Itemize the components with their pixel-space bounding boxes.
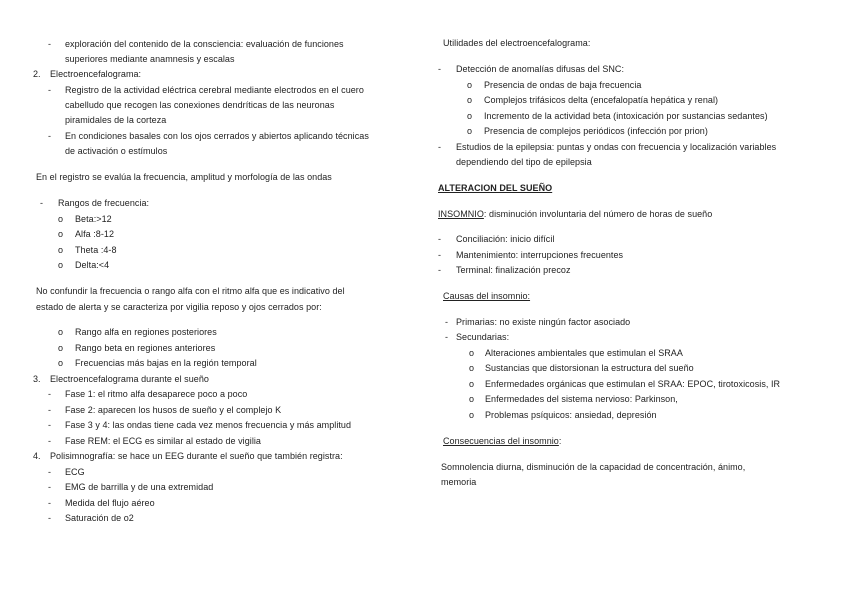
text-line: Medida del flujo aéreo (65, 498, 155, 508)
consequences-title: Consecuencias del insomnio (443, 436, 559, 446)
text-line: exploración del contenido de la consciencia: evaluación de funciones (65, 39, 344, 49)
text-line: Rangos de frecuencia: (58, 198, 150, 208)
text-line: Delta:<4 (75, 260, 110, 270)
text-line: dependiendo del tipo de epilepsia (456, 157, 592, 167)
text-line: Secundarias: (456, 332, 510, 342)
text-line: Registro de la actividad eléctrica cerebral mediante electrodos en el cuero (65, 85, 364, 95)
text-line: Polisimnografía: se hace un EEG durante el sueño que también registra: (50, 451, 343, 461)
text-line: Rango beta en regiones anteriores (75, 343, 216, 353)
text-line: Incremento de la actividad beta (intoxicación por sustancias sedantes) (484, 111, 768, 121)
text-line: Theta :4-8 (75, 245, 117, 255)
text-line: Estudios de la epilepsia: puntas y ondas con frecuencia y localización variables (456, 142, 777, 152)
bullet-circle: o (58, 327, 64, 337)
bullet-dash: - (48, 39, 52, 49)
heading-eeg: Electroencefalograma: (50, 69, 142, 79)
text-line: Utilidades del electroencefalograma: (443, 38, 591, 48)
text-line: Electroencefalograma durante el sueño (50, 374, 209, 384)
text-line: Presencia de complejos periódicos (infección por prion) (484, 126, 708, 136)
list-number: 2. (33, 69, 41, 79)
text-line: Presencia de ondas de baja frecuencia (484, 80, 642, 90)
bullet-dash: - (48, 467, 52, 477)
text-line: Fase 2: aparecen los husos de sueño y el complejo K (65, 405, 282, 415)
text-line: Alfa :8-12 (75, 229, 115, 239)
bullet-circle: o (58, 245, 64, 255)
text-line: Sustancias que distorsionan la estructura del sueño (485, 363, 694, 373)
text-line: Alteraciones ambientales que estimulan el SRAA (485, 348, 683, 358)
text-line: Frecuencias más bajas en la región temporal (75, 358, 257, 368)
bullet-dash: - (438, 64, 442, 74)
text-line: Fase 3 y 4: las ondas tiene cada vez menos frecuencia y más amplitud (65, 420, 352, 430)
text-line: Enfermedades del sistema nervioso: Parkinson, (485, 394, 678, 404)
bullet-dash: - (48, 420, 52, 430)
bullet-circle: o (467, 111, 473, 121)
bullet-circle: o (58, 343, 64, 353)
section-heading-sleep: ALTERACION DEL SUEÑO (438, 183, 553, 193)
bullet-dash: - (438, 234, 442, 244)
bullet-circle: o (469, 410, 475, 420)
bullet-dash: - (445, 332, 449, 342)
bullet-circle: o (469, 379, 475, 389)
text-line: Complejos trifásicos delta (encefalopatía hepática y renal) (484, 95, 719, 105)
text-line: superiores mediante anamnesis y escalas (65, 54, 235, 64)
bullet-circle: o (58, 358, 64, 368)
text-line: Saturación de o2 (65, 513, 134, 523)
subheading-consequences (443, 435, 561, 447)
text-line: Enfermedades orgánicas que estimulan el SRAA: EPOC, tirotoxicosis, IR (485, 379, 781, 389)
text-line: Problemas psíquicos: ansiedad, depresión (485, 410, 657, 420)
bullet-circle: o (469, 363, 475, 373)
bullet-dash: - (445, 317, 449, 327)
list-number: 4. (33, 451, 41, 461)
bullet-circle: o (467, 126, 473, 136)
text-line: EMG de barrilla y de una extremidad (65, 482, 214, 492)
list-number: 3. (33, 374, 41, 384)
bullet-circle: o (469, 394, 475, 404)
text-line: Rango alfa en regiones posteriores (75, 327, 217, 337)
text-line: Conciliación: inicio difícil (456, 234, 555, 244)
bullet-dash: - (48, 436, 52, 446)
bullet-dash: - (48, 85, 52, 95)
bullet-circle: o (467, 80, 473, 90)
text-line: cabelludo que recogen las conexiones dendríticas de las neuronas (65, 100, 335, 110)
text-line: Primarias: no existe ningún factor asociado (456, 317, 631, 327)
insomnio-definition (438, 208, 712, 220)
bullet-dash: - (48, 498, 52, 508)
text-line: Somnolencia diurna, disminución de la capacidad de concentración, ánimo, (441, 462, 746, 472)
text-line: estado de alerta y se caracteriza por vigilia reposo y ojos cerrados por: (36, 302, 322, 312)
text-line: ECG (65, 467, 85, 477)
bullet-circle: o (58, 260, 64, 270)
bullet-dash: - (438, 142, 442, 152)
bullet-dash: - (48, 513, 52, 523)
bullet-dash: - (48, 482, 52, 492)
text-line: de activación o estímulos (65, 146, 168, 156)
bullet-circle: o (58, 214, 64, 224)
colon: : (558, 436, 562, 446)
text-line: memoria (441, 477, 477, 487)
text-line: No confundir la frecuencia o rango alfa con el ritmo alfa que es indicativo del (36, 286, 345, 296)
bullet-circle: o (58, 229, 64, 239)
bullet-dash: - (48, 389, 52, 399)
text-line: Detección de anomalías difusas del SNC: (456, 64, 625, 74)
bullet-dash: - (48, 131, 52, 141)
bullet-dash: - (438, 265, 442, 275)
term-insomnio: INSOMNIO (438, 209, 484, 219)
text-line: Beta:>12 (75, 214, 112, 224)
bullet-dash: - (438, 250, 442, 260)
subheading-causes: Causas del insomnio: (443, 291, 531, 301)
text-line: En el registro se evalúa la frecuencia, amplitud y morfología de las ondas (36, 172, 332, 182)
bullet-circle: o (467, 95, 473, 105)
bullet-dash: - (48, 405, 52, 415)
text-line: piramidales de la corteza (65, 115, 167, 125)
text-line: Fase REM: el ECG es similar al estado de vigilia (65, 436, 261, 446)
text-line: Mantenimiento: interrupciones frecuentes (456, 250, 624, 260)
bullet-dash: - (40, 198, 44, 208)
text-line: En condiciones basales con los ojos cerrados y abiertos aplicando técnicas (65, 131, 369, 141)
text-line: Fase 1: el ritmo alfa desaparece poco a poco (65, 389, 248, 399)
definition-text: : disminución involuntaria del número de horas de sueño (483, 209, 713, 219)
text-line: Terminal: finalización precoz (456, 265, 571, 275)
bullet-circle: o (469, 348, 475, 358)
